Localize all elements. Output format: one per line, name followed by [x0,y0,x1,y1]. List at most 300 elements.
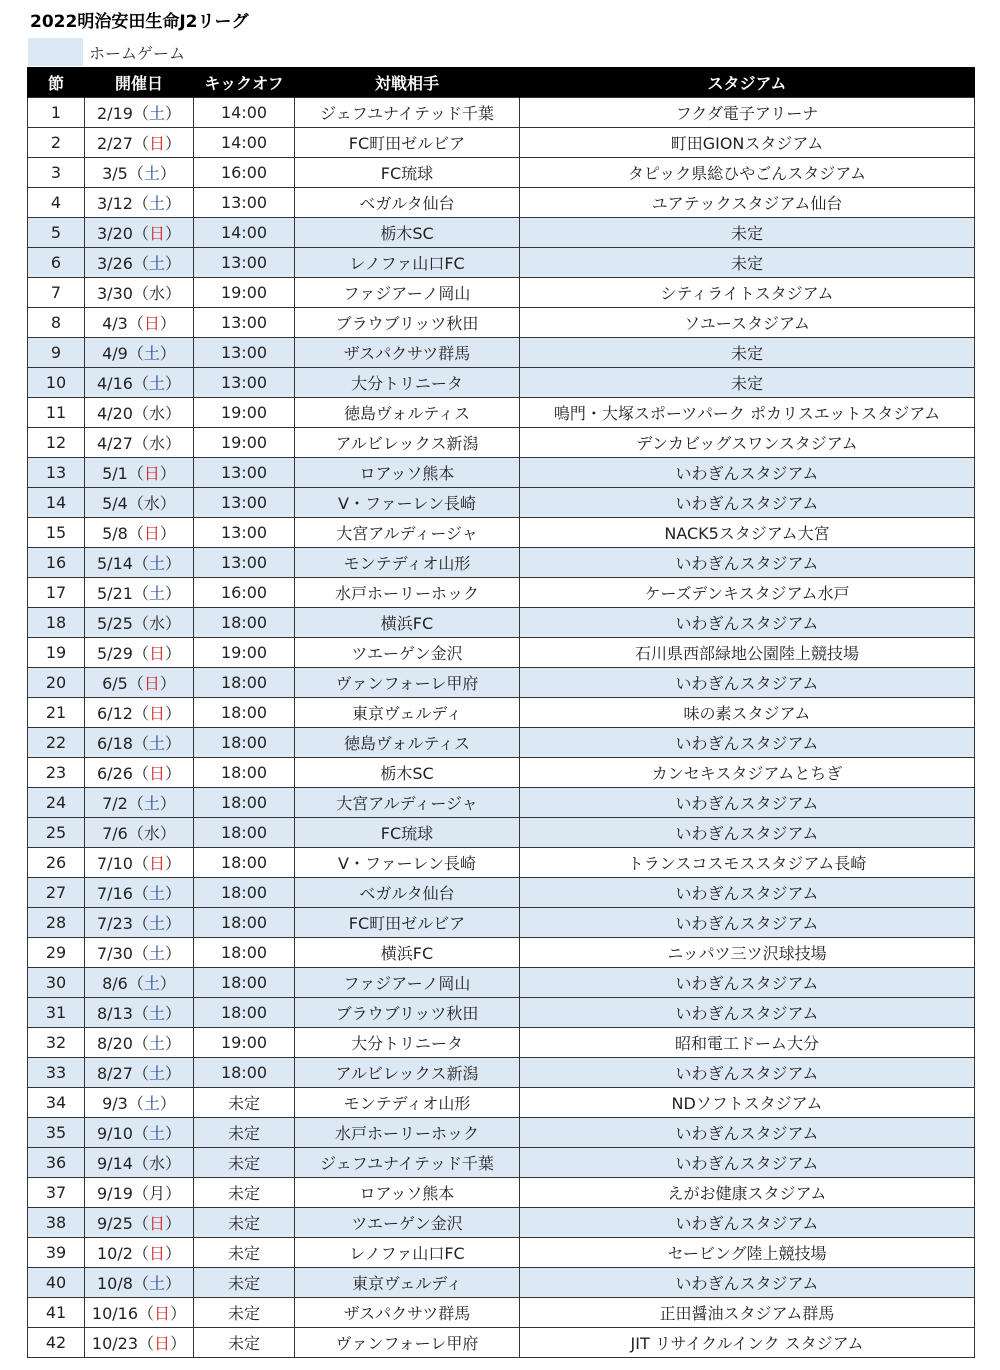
cell-kickoff: 未定 [194,1238,295,1268]
cell-round: 1 [28,98,85,128]
table-row [28,878,975,908]
cell-opponent: ベガルタ仙台 [295,188,520,218]
cell-stadium: いわぎんスタジアム [520,1208,975,1238]
table-row [28,128,975,158]
cell-kickoff: 13:00 [194,548,295,578]
header-kickoff: キックオフ [194,67,295,98]
paren-close: ） [164,434,181,453]
paren-close: ） [164,104,181,123]
cell-kickoff: 18:00 [194,728,295,758]
cell-opponent: ファジアーノ岡山 [295,968,520,998]
date-value: 5/1 [102,464,128,483]
cell-kickoff: 18:00 [194,758,295,788]
cell-date [85,1028,194,1058]
cell-stadium: ニッパツ三ツ沢球技場 [520,938,975,968]
paren-close: ） [164,1274,181,1293]
paren-open: （ [132,644,149,663]
cell-opponent: ファジアーノ岡山 [295,278,520,308]
paren-close: ） [159,674,176,693]
cell-stadium: ソユースタジアム [520,308,975,338]
paren-close: ） [159,524,176,543]
cell-round: 28 [28,908,85,938]
cell-date [85,338,194,368]
day-of-week: 日 [143,524,160,543]
cell-date [85,158,194,188]
table-row [28,998,975,1028]
cell-stadium: いわぎんスタジアム [520,488,975,518]
cell-round: 23 [28,758,85,788]
date-value: 7/2 [102,794,128,813]
cell-round: 8 [28,308,85,338]
cell-round: 10 [28,368,85,398]
paren-close: ） [164,884,181,903]
cell-opponent: 大分トリニータ [295,368,520,398]
cell-kickoff: 14:00 [194,98,295,128]
date-value: 4/27 [97,434,133,453]
day-of-week: 土 [148,584,165,603]
cell-round: 21 [28,698,85,728]
paren-close: ） [164,1154,181,1173]
cell-round: 29 [28,938,85,968]
paren-open: （ [127,824,144,843]
date-value: 7/6 [102,824,128,843]
day-of-week: 土 [148,1124,165,1143]
cell-round: 2 [28,128,85,158]
cell-date [85,1088,194,1118]
day-of-week: 日 [154,1334,171,1353]
cell-stadium: いわぎんスタジアム [520,668,975,698]
paren-close: ） [164,764,181,783]
cell-kickoff: 18:00 [194,878,295,908]
cell-stadium: 未定 [520,338,975,368]
cell-round: 41 [28,1298,85,1328]
cell-kickoff: 18:00 [194,1058,295,1088]
cell-opponent: 水戸ホーリーホック [295,1118,520,1148]
cell-opponent: 徳島ヴォルティス [295,398,520,428]
paren-close: ） [164,644,181,663]
cell-opponent: モンテディオ山形 [295,548,520,578]
cell-date [85,938,194,968]
date-value: 2/27 [97,134,133,153]
paren-close: ） [159,974,176,993]
paren-close: ） [159,344,176,363]
cell-round: 31 [28,998,85,1028]
cell-date [85,668,194,698]
cell-opponent: レノファ山口FC [295,248,520,278]
paren-open: （ [132,944,149,963]
cell-kickoff: 未定 [194,1268,295,1298]
paren-close: ） [164,554,181,573]
cell-date [85,458,194,488]
cell-opponent: FC琉球 [295,818,520,848]
cell-round: 24 [28,788,85,818]
date-value: 8/6 [102,974,128,993]
cell-date [85,1058,194,1088]
cell-kickoff: 18:00 [194,818,295,848]
cell-stadium: いわぎんスタジアム [520,908,975,938]
date-value: 5/21 [97,584,133,603]
paren-open: （ [132,1154,149,1173]
day-of-week: 土 [148,374,165,393]
table-row [28,1238,975,1268]
cell-round: 40 [28,1268,85,1298]
paren-close: ） [164,224,181,243]
cell-round: 19 [28,638,85,668]
cell-stadium: デンカビッグスワンスタジアム [520,428,975,458]
cell-date [85,998,194,1028]
paren-open: （ [138,1334,155,1353]
table-row [28,1058,975,1088]
page-title: 2022明治安田生命J2リーグ [30,12,249,32]
paren-close: ） [164,404,181,423]
day-of-week: 日 [148,134,165,153]
date-value: 3/26 [97,254,133,273]
paren-close: ） [164,1244,181,1263]
cell-kickoff: 13:00 [194,518,295,548]
cell-round: 11 [28,398,85,428]
paren-open: （ [132,914,149,933]
cell-stadium: フクダ電子アリーナ [520,98,975,128]
cell-date [85,848,194,878]
paren-open: （ [132,104,149,123]
cell-date [85,368,194,398]
date-value: 8/20 [97,1034,133,1053]
cell-opponent: ブラウブリッツ秋田 [295,998,520,1028]
date-value: 5/29 [97,644,133,663]
day-of-week: 土 [148,734,165,753]
day-of-week: 土 [143,164,160,183]
cell-kickoff: 未定 [194,1088,295,1118]
date-value: 3/5 [102,164,128,183]
table-row [28,1268,975,1298]
table-row [28,758,975,788]
cell-opponent: 大分トリニータ [295,1028,520,1058]
header-round: 節 [28,67,85,98]
cell-stadium: セービング陸上競技場 [520,1238,975,1268]
cell-round: 39 [28,1238,85,1268]
table-row [28,578,975,608]
cell-round: 26 [28,848,85,878]
cell-date [85,278,194,308]
date-value: 5/25 [97,614,133,633]
cell-opponent: 横浜FC [295,608,520,638]
cell-kickoff: 未定 [194,1148,295,1178]
paren-open: （ [132,764,149,783]
cell-date [85,698,194,728]
cell-opponent: V・ファーレン長崎 [295,848,520,878]
date-value: 4/20 [97,404,133,423]
cell-stadium: ユアテックスタジアム仙台 [520,188,975,218]
day-of-week: 水 [148,404,165,423]
schedule-table [27,67,975,1358]
cell-round: 6 [28,248,85,278]
cell-round: 35 [28,1118,85,1148]
cell-stadium: 昭和電工ドーム大分 [520,1028,975,1058]
table-row [28,518,975,548]
cell-round: 12 [28,428,85,458]
cell-kickoff: 18:00 [194,788,295,818]
cell-opponent: V・ファーレン長崎 [295,488,520,518]
date-value: 8/13 [97,1004,133,1023]
cell-date [85,548,194,578]
cell-round: 22 [28,728,85,758]
day-of-week: 土 [148,1034,165,1053]
date-value: 6/18 [97,734,133,753]
date-value: 8/27 [97,1064,133,1083]
cell-stadium: いわぎんスタジアム [520,1118,975,1148]
header-row [28,67,975,98]
cell-date [85,1328,194,1358]
cell-opponent: ジェフユナイテッド千葉 [295,1148,520,1178]
cell-round: 17 [28,578,85,608]
cell-opponent: モンテディオ山形 [295,1088,520,1118]
date-value: 4/9 [102,344,128,363]
cell-date [85,1298,194,1328]
day-of-week: 水 [148,434,165,453]
cell-round: 9 [28,338,85,368]
cell-stadium: トランスコスモススタジアム長崎 [520,848,975,878]
paren-open: （ [132,1274,149,1293]
paren-close: ） [164,614,181,633]
table-row [28,398,975,428]
cell-kickoff: 19:00 [194,278,295,308]
paren-close: ） [164,1004,181,1023]
paren-open: （ [127,344,144,363]
cell-date [85,128,194,158]
paren-close: ） [164,734,181,753]
day-of-week: 土 [148,554,165,573]
cell-stadium: JIT リサイクルインク スタジアム [520,1328,975,1358]
table-row [28,1148,975,1178]
paren-open: （ [138,1304,155,1323]
cell-stadium: いわぎんスタジアム [520,788,975,818]
table-row [28,848,975,878]
paren-close: ） [164,254,181,273]
date-value: 5/8 [102,524,128,543]
paren-open: （ [132,1124,149,1143]
date-value: 10/2 [97,1244,133,1263]
cell-date [85,188,194,218]
date-value: 10/23 [91,1334,139,1353]
cell-kickoff: 18:00 [194,998,295,1028]
cell-kickoff: 19:00 [194,428,295,458]
paren-close: ） [159,824,176,843]
cell-kickoff: 16:00 [194,158,295,188]
table-row [28,218,975,248]
day-of-week: 日 [148,644,165,663]
cell-kickoff: 未定 [194,1208,295,1238]
date-value: 10/8 [97,1274,133,1293]
cell-kickoff: 13:00 [194,188,295,218]
paren-open: （ [132,1004,149,1023]
legend [28,38,185,66]
day-of-week: 土 [143,794,160,813]
day-of-week: 日 [143,314,160,333]
paren-close: ） [170,1334,187,1353]
paren-open: （ [132,374,149,393]
cell-kickoff: 13:00 [194,488,295,518]
day-of-week: 土 [148,194,165,213]
cell-stadium: 鳴門・大塚スポーツパーク ポカリスエットスタジアム [520,398,975,428]
day-of-week: 日 [148,224,165,243]
cell-kickoff: 13:00 [194,368,295,398]
cell-kickoff: 13:00 [194,248,295,278]
date-value: 3/30 [97,284,133,303]
cell-kickoff: 13:00 [194,458,295,488]
date-value: 7/10 [97,854,133,873]
cell-opponent: ジェフユナイテッド千葉 [295,98,520,128]
paren-close: ） [159,1094,176,1113]
cell-opponent: レノファ山口FC [295,1238,520,1268]
cell-opponent: 横浜FC [295,938,520,968]
cell-date [85,638,194,668]
cell-stadium: いわぎんスタジアム [520,1058,975,1088]
paren-open: （ [127,494,144,513]
paren-close: ） [164,1124,181,1143]
day-of-week: 日 [143,464,160,483]
cell-stadium: 正田醤油スタジアム群馬 [520,1298,975,1328]
cell-kickoff: 未定 [194,1328,295,1358]
day-of-week: 土 [143,344,160,363]
cell-kickoff: 16:00 [194,578,295,608]
cell-date [85,608,194,638]
cell-stadium: 未定 [520,218,975,248]
cell-opponent: FC町田ゼルビア [295,908,520,938]
day-of-week: 土 [148,1064,165,1083]
table-row [28,248,975,278]
cell-round: 30 [28,968,85,998]
cell-kickoff: 13:00 [194,308,295,338]
day-of-week: 土 [148,914,165,933]
paren-close: ） [164,374,181,393]
day-of-week: 土 [148,104,165,123]
cell-round: 33 [28,1058,85,1088]
cell-round: 37 [28,1178,85,1208]
cell-kickoff: 18:00 [194,908,295,938]
paren-open: （ [132,554,149,573]
cell-opponent: ブラウブリッツ秋田 [295,308,520,338]
day-of-week: 土 [148,944,165,963]
paren-open: （ [132,884,149,903]
cell-date [85,218,194,248]
day-of-week: 日 [154,1304,171,1323]
day-of-week: 土 [148,254,165,273]
cell-stadium: タピック県総ひやごんスタジアム [520,158,975,188]
cell-stadium: いわぎんスタジアム [520,998,975,1028]
cell-opponent: ザスパクサツ群馬 [295,1298,520,1328]
day-of-week: 水 [143,494,160,513]
day-of-week: 土 [148,884,165,903]
paren-open: （ [132,1184,149,1203]
table-row [28,1118,975,1148]
date-value: 5/4 [102,494,128,513]
paren-open: （ [132,854,149,873]
day-of-week: 土 [148,1004,165,1023]
day-of-week: 日 [148,1214,165,1233]
day-of-week: 水 [148,614,165,633]
cell-round: 25 [28,818,85,848]
paren-close: ） [170,1304,187,1323]
cell-date [85,1208,194,1238]
cell-date [85,818,194,848]
paren-close: ） [164,914,181,933]
paren-close: ） [164,1184,181,1203]
cell-stadium: いわぎんスタジアム [520,548,975,578]
cell-kickoff: 未定 [194,1178,295,1208]
cell-kickoff: 19:00 [194,638,295,668]
paren-close: ） [164,284,181,303]
paren-close: ） [164,1214,181,1233]
cell-date [85,1148,194,1178]
cell-date [85,518,194,548]
paren-open: （ [132,404,149,423]
date-value: 9/25 [97,1214,133,1233]
date-value: 6/26 [97,764,133,783]
cell-date [85,248,194,278]
cell-date [85,488,194,518]
cell-stadium: ケーズデンキスタジアム水戸 [520,578,975,608]
cell-kickoff: 未定 [194,1298,295,1328]
cell-round: 15 [28,518,85,548]
cell-opponent: 水戸ホーリーホック [295,578,520,608]
paren-close: ） [164,584,181,603]
table-row [28,698,975,728]
table-row [28,1178,975,1208]
day-of-week: 土 [143,974,160,993]
cell-opponent: 東京ヴェルディ [295,1268,520,1298]
cell-round: 20 [28,668,85,698]
paren-open: （ [127,524,144,543]
table-row [28,788,975,818]
cell-kickoff: 13:00 [194,338,295,368]
table-row [28,1328,975,1358]
day-of-week: 日 [148,854,165,873]
date-value: 6/12 [97,704,133,723]
cell-round: 4 [28,188,85,218]
paren-open: （ [127,464,144,483]
cell-date [85,1118,194,1148]
cell-kickoff: 18:00 [194,698,295,728]
date-value: 5/14 [97,554,133,573]
paren-open: （ [132,1244,149,1263]
cell-opponent: ヴァンフォーレ甲府 [295,1328,520,1358]
cell-stadium: カンセキスタジアムとちぎ [520,758,975,788]
cell-round: 13 [28,458,85,488]
cell-opponent: 徳島ヴォルティス [295,728,520,758]
cell-round: 32 [28,1028,85,1058]
cell-stadium: いわぎんスタジアム [520,458,975,488]
day-of-week: 日 [143,674,160,693]
paren-close: ） [159,464,176,483]
cell-date [85,1238,194,1268]
table-row [28,368,975,398]
table-row [28,458,975,488]
cell-kickoff: 18:00 [194,968,295,998]
cell-opponent: ロアッソ熊本 [295,458,520,488]
table-row [28,728,975,758]
cell-date [85,908,194,938]
date-value: 3/12 [97,194,133,213]
day-of-week: 日 [148,1244,165,1263]
cell-opponent: FC町田ゼルビア [295,128,520,158]
table-row [28,638,975,668]
date-value: 3/20 [97,224,133,243]
cell-stadium: いわぎんスタジアム [520,818,975,848]
cell-round: 3 [28,158,85,188]
table-row [28,1208,975,1238]
cell-kickoff: 18:00 [194,938,295,968]
cell-round: 42 [28,1328,85,1358]
